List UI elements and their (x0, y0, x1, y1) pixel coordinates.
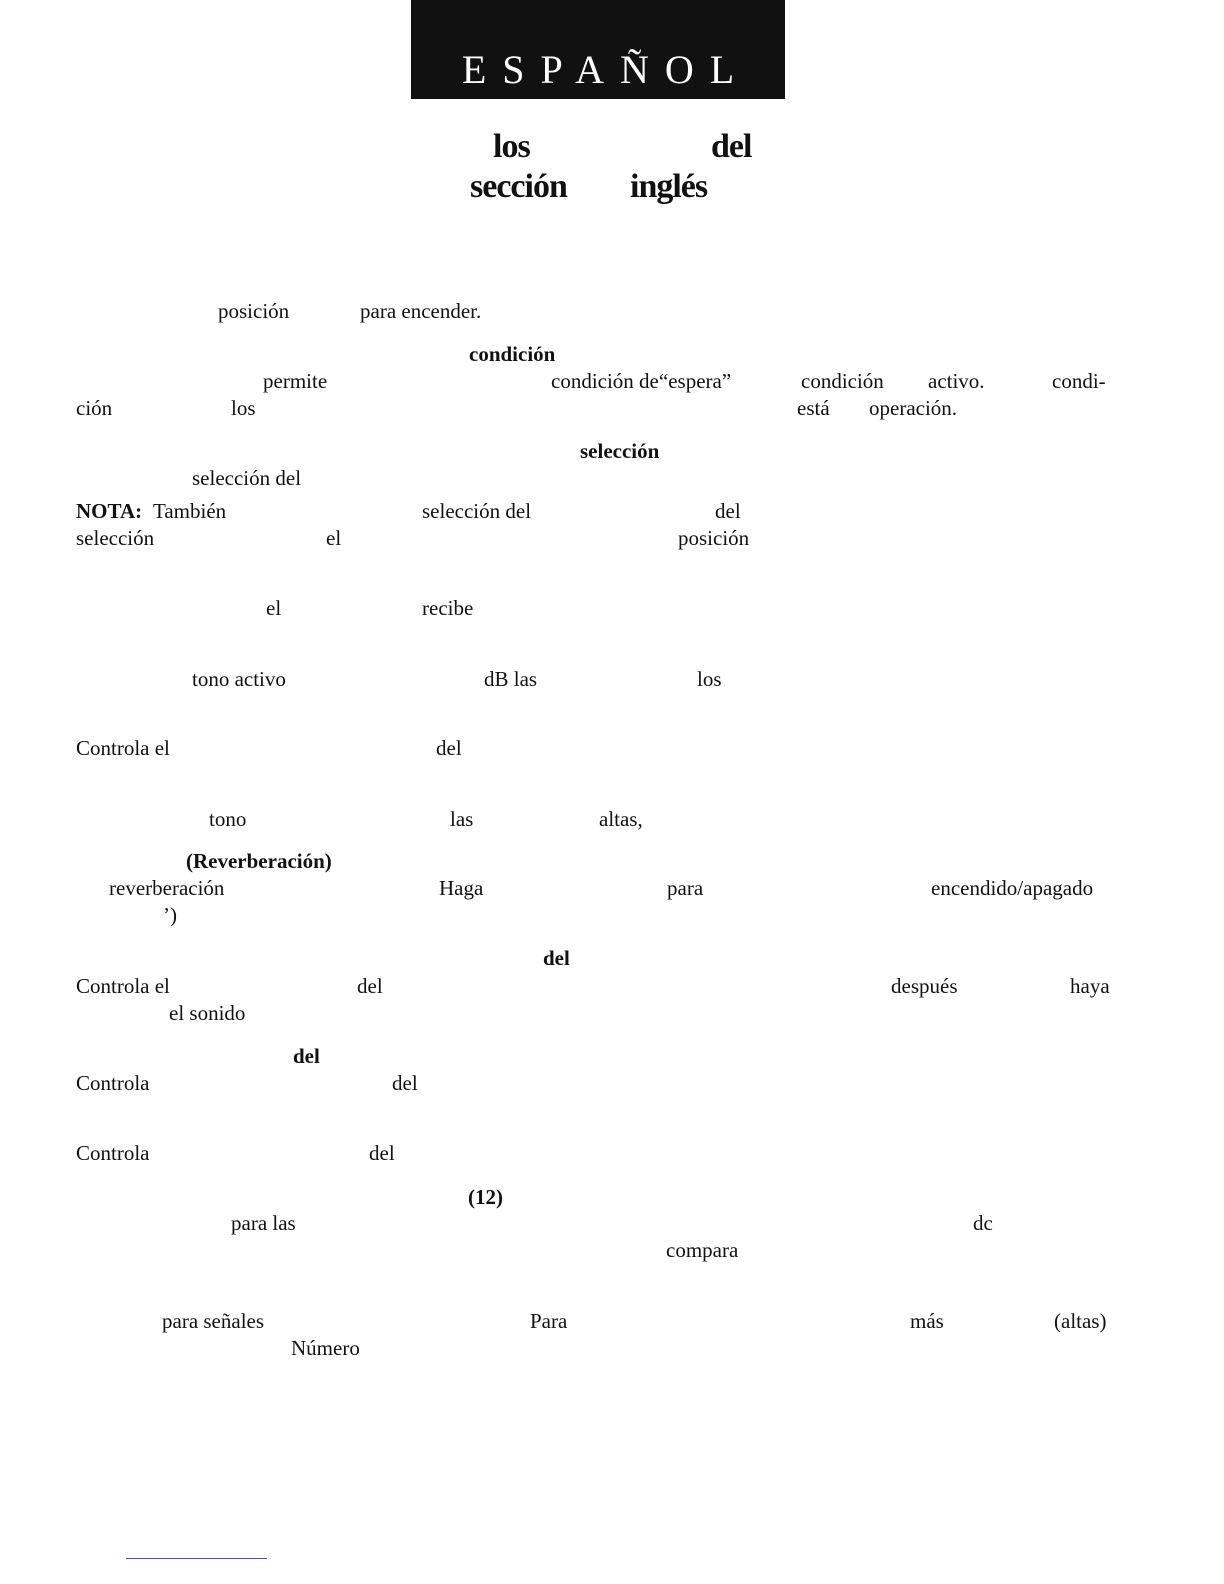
body-word: posición (218, 299, 290, 323)
body-word: para señales (162, 1309, 265, 1333)
body-word: Controla el (76, 736, 170, 760)
body-word: el sonido (169, 1001, 246, 1025)
body-word: del (293, 1044, 320, 1068)
body-word: activo. (928, 369, 985, 393)
body-word: reverberación (109, 876, 225, 900)
body-word: ’) (163, 903, 177, 927)
body-word: los (697, 667, 722, 691)
body-word: tono activo (192, 667, 286, 691)
body-word: del (436, 736, 462, 760)
body-word: tono (209, 807, 247, 831)
body-word: compara (666, 1238, 739, 1262)
body-word: ción (76, 396, 113, 420)
language-title: ESPAÑOL (461, 47, 751, 92)
body-word: del (357, 974, 383, 998)
body-word: está (797, 396, 830, 420)
body-word: selección (580, 439, 660, 463)
body-word: Haga (439, 876, 484, 900)
body-word: dc (973, 1211, 993, 1235)
body-word: También (153, 499, 227, 523)
body-word: Controla el (76, 974, 170, 998)
body-word: encendido/apagado (931, 876, 1094, 900)
heading-word: inglés (630, 168, 708, 205)
body-word: Controla (76, 1071, 150, 1095)
language-banner (411, 0, 785, 99)
body-word: el (326, 526, 342, 550)
body-word: los (231, 396, 256, 420)
body-word: después (891, 974, 958, 998)
heading-word: los (493, 128, 530, 165)
body-word: condición de“espera” (551, 369, 732, 393)
body-word: el (266, 596, 282, 620)
body-word: Controla (76, 1141, 150, 1165)
body-word: más (910, 1309, 944, 1333)
body-word: del (715, 499, 741, 523)
body-word: para (667, 876, 704, 900)
body-word: del (543, 946, 570, 970)
body-word: (altas) (1054, 1309, 1107, 1333)
body-word: del (369, 1141, 395, 1165)
body-word: NOTA: (76, 499, 143, 523)
body-word: haya (1070, 974, 1110, 998)
body-word: para las (231, 1211, 296, 1235)
body-word: selección del (422, 499, 532, 523)
body-word: dB las (484, 667, 538, 691)
body-word: Para (530, 1309, 568, 1333)
footer-rule (126, 1558, 267, 1559)
body-word: operación. (869, 396, 958, 420)
body-word: recibe (422, 596, 474, 620)
body-word: condición (469, 342, 556, 366)
body-word: altas, (599, 807, 643, 831)
body-word: (Reverberación) (186, 849, 332, 873)
body-word: condición (801, 369, 884, 393)
body-word: para encender. (360, 299, 482, 323)
body-word: (12) (468, 1185, 503, 1209)
body-word: condi- (1052, 369, 1106, 393)
body-word: selección del (192, 466, 302, 490)
heading-word: del (711, 128, 752, 165)
body-word: selección (76, 526, 155, 550)
heading-word: sección (470, 168, 567, 205)
body-word: Número (291, 1336, 360, 1360)
body-word: del (392, 1071, 418, 1095)
body-word: permite (263, 369, 328, 393)
body-word: posición (678, 526, 750, 550)
body-word: las (450, 807, 474, 831)
